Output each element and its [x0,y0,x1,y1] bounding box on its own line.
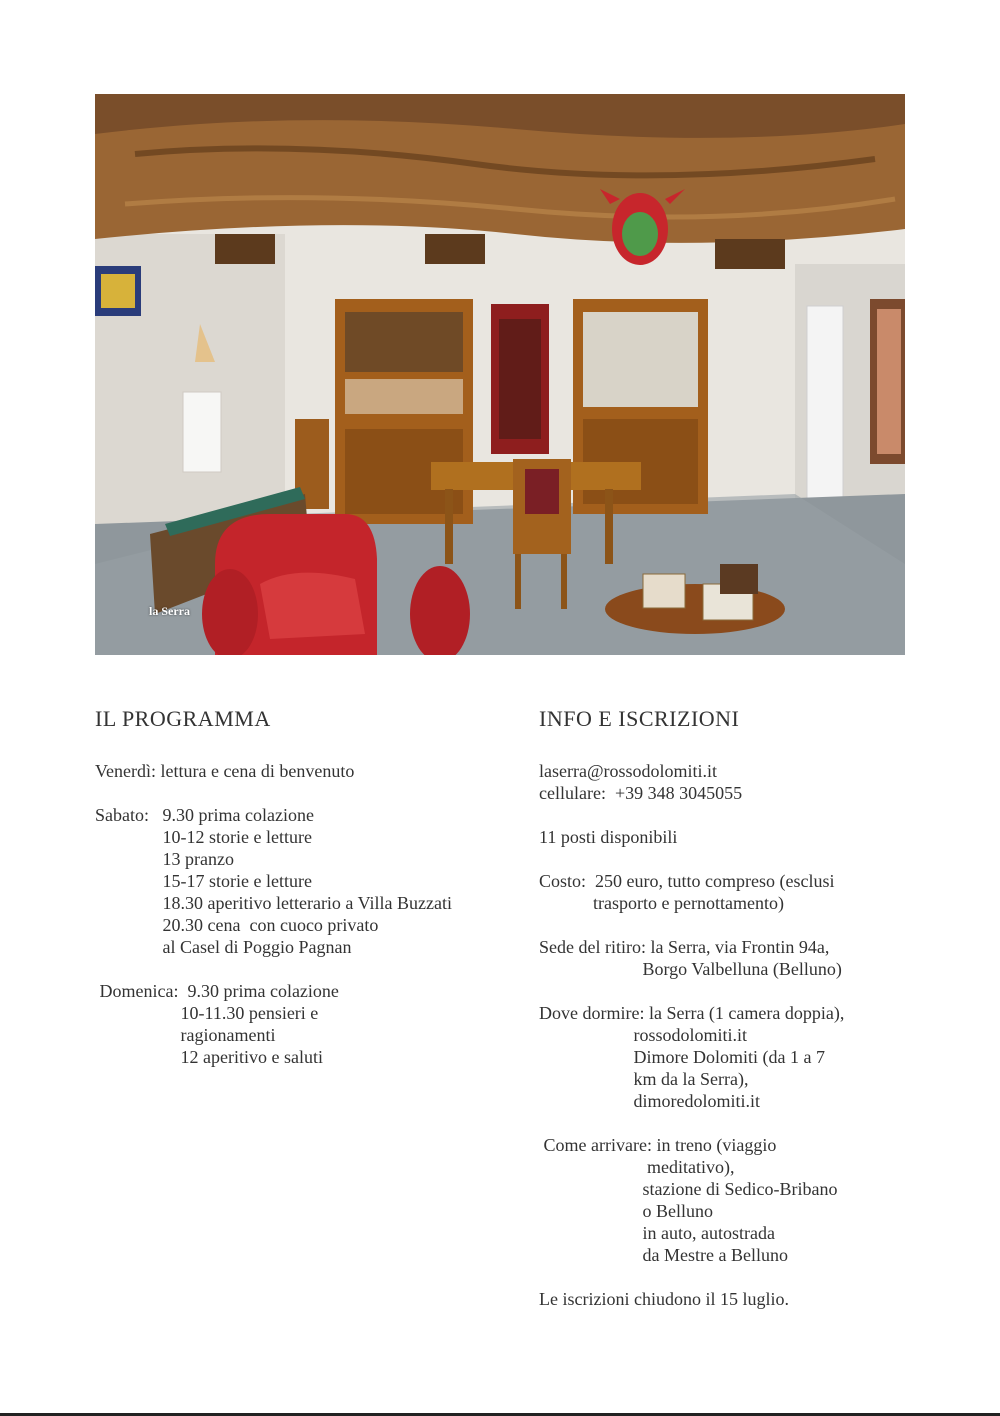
domenica-line: ragionamenti [95,1025,276,1045]
info-section [539,704,919,1310]
venerdi-line: Venerdì: lettura e cena di benvenuto [95,761,355,781]
sabato-line: 13 pranzo [95,849,234,869]
phone-line: cellulare: +39 348 3045055 [539,783,743,803]
dormire-line: Dimore Dolomiti (da 1 a 7 [539,1047,825,1067]
dormire-line: km da la Serra), [539,1069,749,1089]
arrivare-line: Come arrivare: in treno (viaggio [539,1135,777,1155]
interior-illustration [95,94,905,655]
chiusura-line: Le iscrizioni chiudono il 15 luglio. [539,1289,789,1309]
domenica-line: Domenica: 9.30 prima colazione [95,981,339,1001]
domenica-line: 12 aperitivo e saluti [95,1047,323,1067]
costo-line: Costo: 250 euro, tutto compreso (esclusi [539,871,835,891]
sede-line: Borgo Valbelluna (Belluno) [539,959,842,979]
sabato-line: 15-17 storie e letture [95,871,312,891]
domenica-line: 10-11.30 pensieri e [95,1003,319,1023]
sabato-line: 18.30 aperitivo letterario a Villa Buzzati [95,893,452,913]
info-title: INFO E ISCRIZIONI [539,706,740,731]
dormire-link[interactable]: dimoredolomiti.it [539,1091,760,1111]
programma-section [95,704,515,1068]
dormire-line: Dove dormire: la Serra (1 camera doppia), [539,1003,845,1023]
email-link[interactable]: laserra@rossodolomiti.it [539,761,718,781]
domenica-block [95,980,515,1068]
costo-line: trasporto e pernottamento) [539,893,784,913]
photo-caption: la Serra [149,604,190,618]
sabato-block [95,804,515,958]
sabato-line: Sabato: 9.30 prima colazione [95,805,314,825]
arrivare-line: in auto, autostrada [539,1223,775,1243]
sede-line: Sede del ritiro: la Serra, via Frontin 94a, [539,937,830,957]
sabato-line: 20.30 cena con cuoco privato [95,915,379,935]
posti-line: 11 posti disponibili [539,827,678,847]
arrivare-line: meditativo), [539,1157,735,1177]
programma-title: IL PROGRAMMA [95,706,271,731]
dormire-link[interactable]: rossodolomiti.it [539,1025,748,1045]
arrivare-line: stazione di Sedico-Bribano [539,1179,838,1199]
arrivare-line: da Mestre a Belluno [539,1245,788,1265]
interior-photo [95,94,905,655]
sabato-line: 10-12 storie e letture [95,827,312,847]
arrivare-line: o Belluno [539,1201,713,1221]
sabato-line: al Casel di Poggio Pagnan [95,937,352,957]
